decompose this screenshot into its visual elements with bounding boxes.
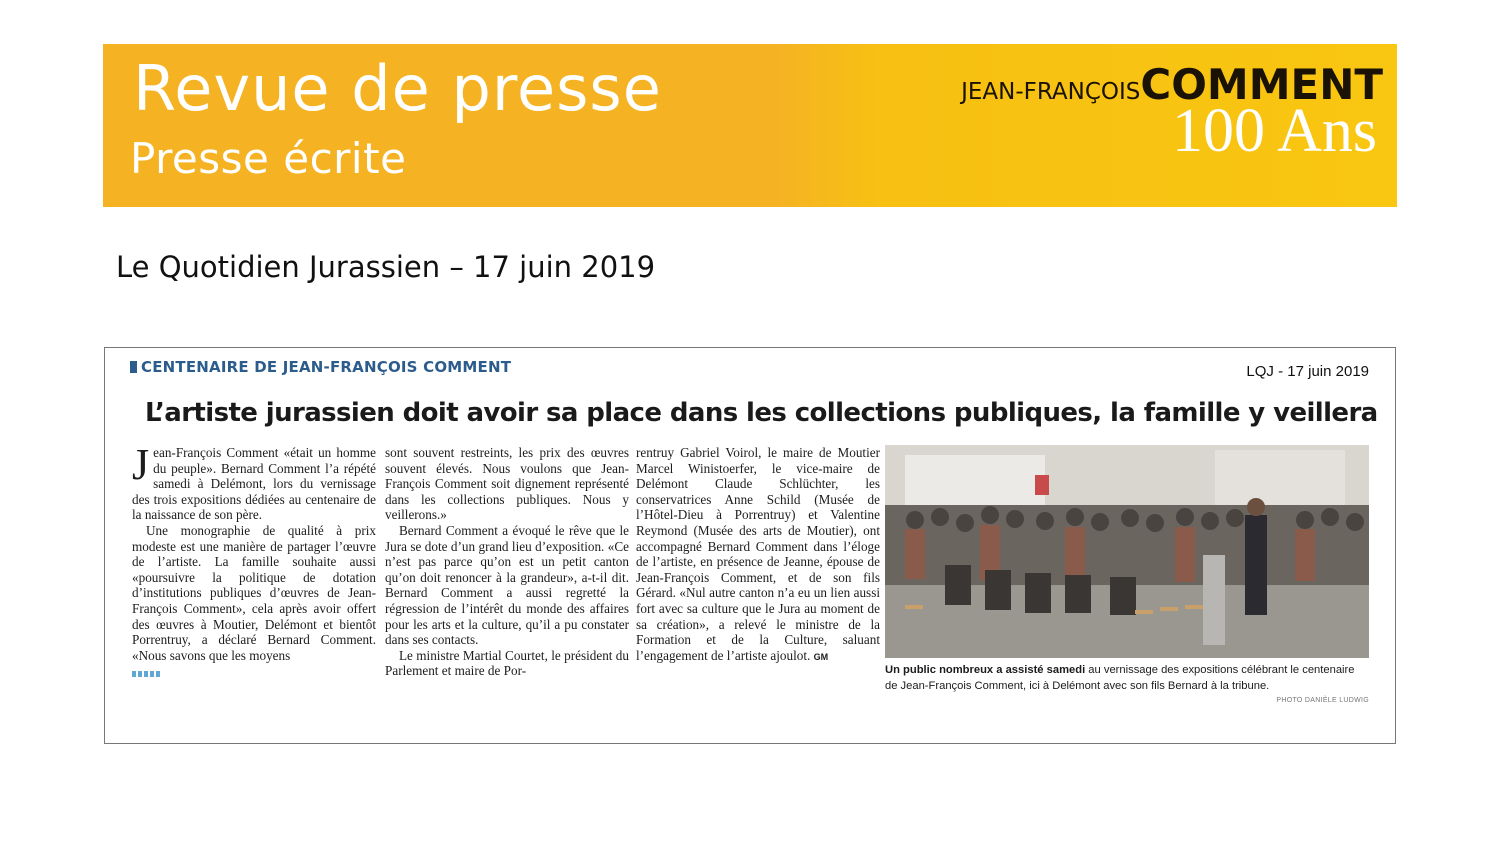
caption-bold: Un public nombreux a assisté samedi bbox=[885, 664, 1086, 676]
source-heading: Le Quotidien Jurassien – 17 juin 2019 bbox=[116, 250, 656, 284]
photo-caption bbox=[885, 662, 1369, 694]
page-subtitle: Presse écrite bbox=[130, 134, 407, 183]
paragraph: Bernard Comment a évoqué le rêve que le Jura se dote d’un grand lieu d’exposition. «Ce n’est pas parce qu’on est un petit canton qu’on doit renoncer à la grandeur», a-t-il dit. Bernard Comment a aussi regretté la régression de l’intérêt du monde des affaires pour les arts et la culture, qu’il a pu constater dans ses contacts. bbox=[385, 522, 629, 648]
brand-years: 100 Ans bbox=[1172, 97, 1377, 165]
end-mark-icon bbox=[132, 671, 162, 677]
paragraph-text: ean-François Comment «était un homme du peuple». Bernard Comment l’a répété samedi à Delémont, lors du vernissage des trois expositions dédiées au centenaire de la naissance de son père. bbox=[132, 445, 376, 523]
article-column-3 bbox=[636, 445, 880, 665]
article-column-2 bbox=[385, 445, 629, 679]
brand-last-name: COMMENT bbox=[1140, 60, 1383, 109]
paragraph: Le ministre Martial Courtet, le président du Parlement et maire de Por- bbox=[385, 647, 629, 679]
article-column-1 bbox=[132, 440, 376, 679]
clipping-date: LQJ - 17 juin 2019 bbox=[1246, 363, 1369, 380]
caption-text: au vernissage des expositions célébrant le centenaire de Jean-François Comment, ici à Delémont avec son fils Bernard à la tribune. bbox=[885, 664, 1355, 692]
photo-credit: PHOTO DANIÈLE LUDWIG bbox=[1276, 697, 1369, 704]
brand-logo bbox=[961, 60, 1383, 165]
article-headline: L’artiste jurassien doit avoir sa place dans les collections publiques, la famille y veillera bbox=[145, 398, 1378, 428]
exhibition-crowd-image bbox=[885, 445, 1369, 658]
rubric-text: CENTENAIRE DE JEAN-FRANÇOIS COMMENT bbox=[141, 358, 512, 376]
brand-first-name: JEAN-FRANÇOIS bbox=[961, 79, 1141, 105]
author-signature: GM bbox=[813, 651, 829, 662]
paragraph: Une monographie de qualité à prix modeste est une manière de partager l’œuvre de l’artiste. La famille souhaite aussi «poursuivre la politique de dotation d’institutions publiques d’œuvres de Jean-François Comment», cela après avoir offert des œuvres à Moutier, Delémont et bientôt Porrentruy, a déclaré Bernard Comment. «Nous savons que les moyens bbox=[132, 522, 376, 663]
header-banner bbox=[103, 44, 1397, 207]
rubric-square-icon bbox=[130, 361, 137, 373]
article-rubric bbox=[130, 358, 511, 376]
paragraph bbox=[132, 440, 376, 523]
page-title: Revue de presse bbox=[133, 52, 662, 125]
paragraph bbox=[636, 445, 880, 665]
dropcap: J bbox=[132, 440, 150, 489]
newspaper-clipping bbox=[104, 347, 1396, 744]
paragraph: sont souvent restreints, les prix des œuvres souvent élevés. Nous voulons que Jean-François Comment soit dignement représenté dans les collections publiques. Nous y veillerons.» bbox=[385, 445, 629, 523]
paragraph-text: rentruy Gabriel Voirol, le maire de Moutier Marcel Winistoerfer, le vice-maire de Delémont Claude Schlüchter, les conservatrices Anne Schild (Musée de l’Hôtel-Dieu à Porrentruy) et Valentine Reymond (Musée des arts de Moutier), ont accompagné Bernard Comment dans l’éloge de l’artiste, en présence de Jeanne, épouse de Jean-François Comment, et de son fils Gérard. «Nul autre canton n’a eu un lien aussi fort avec sa culture que le Jura au moment de sa création», a relevé le ministre de la Formation et de la Culture, saluant l’engagement de l’artiste ajoulot. bbox=[636, 445, 880, 663]
article-photo bbox=[885, 445, 1369, 658]
